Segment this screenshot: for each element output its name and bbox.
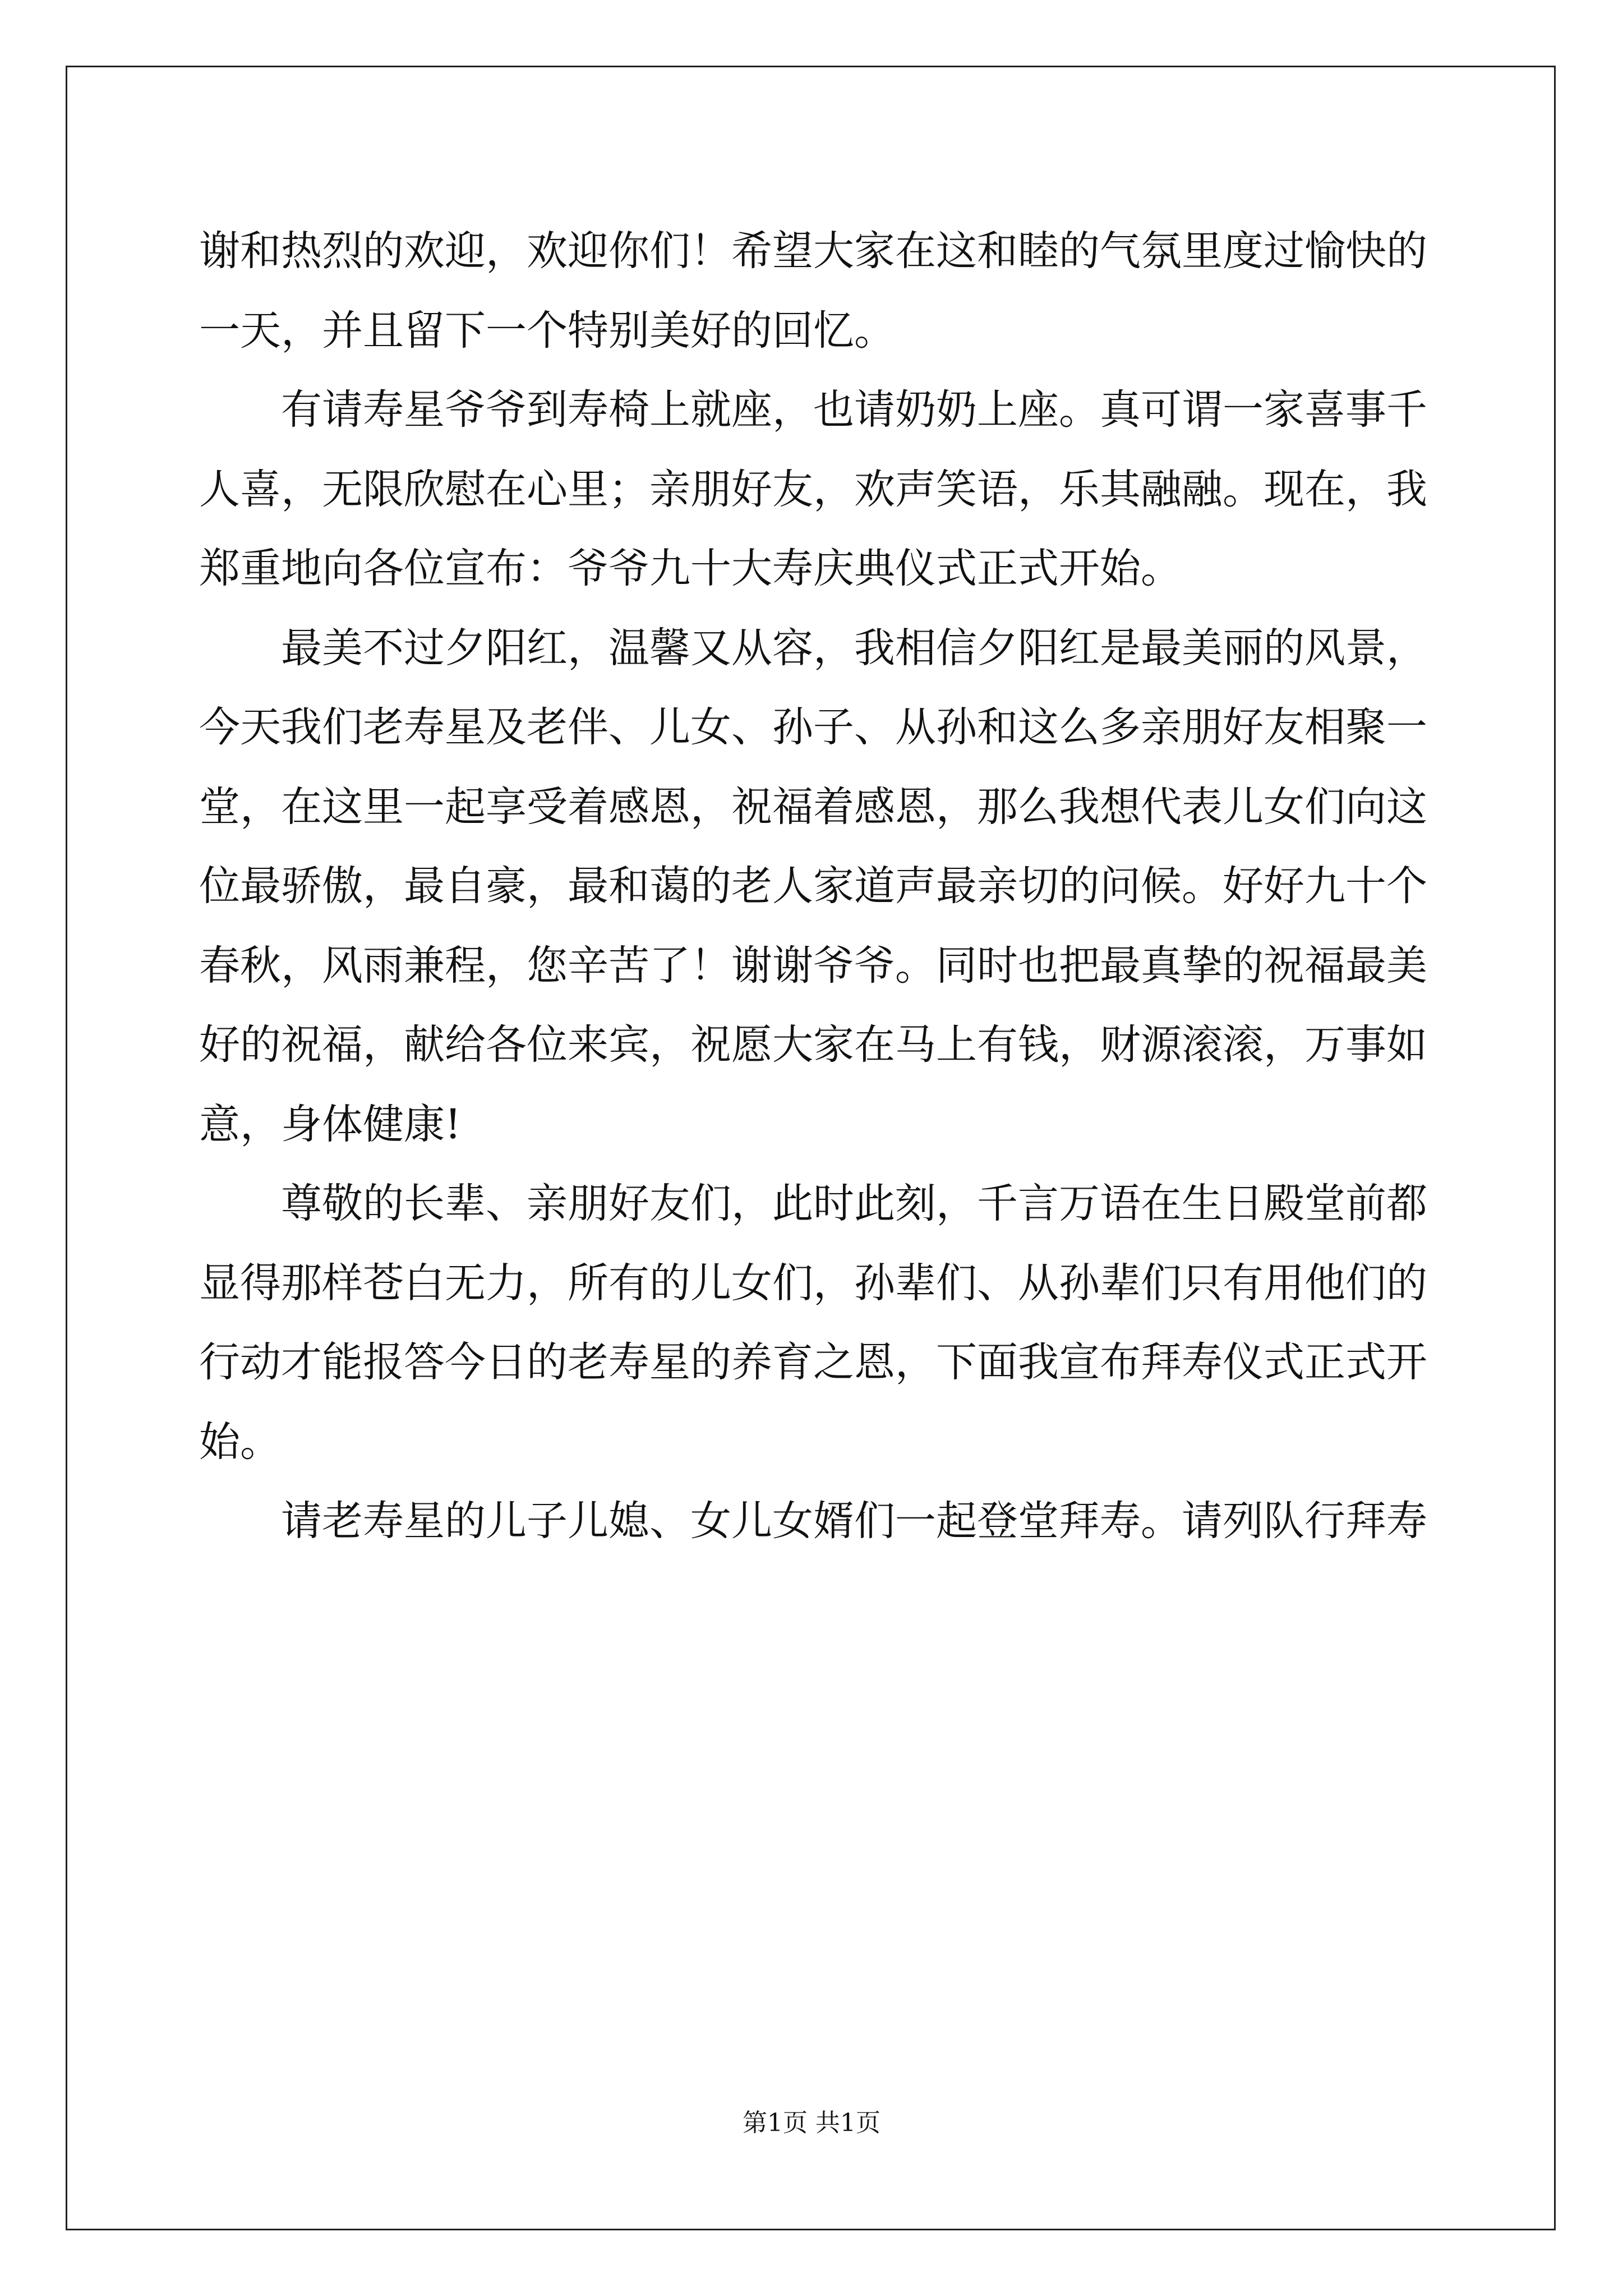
- paragraph-5: 请老寿星的儿子儿媳、女儿女婿们一起登堂拜寿。请列队行拜寿: [281, 1497, 1427, 1545]
- paragraph-4: 尊敬的长辈、亲朋好友们，此时此刻，千言万语在生日殿堂前都显得那样苍白无力，所有的儿女们，孙辈们、从孙辈们只有用他们的行动才能报答今日的老寿星的养育之恩，下面我宣布拜寿仪式正式开始。: [199, 1180, 1427, 1466]
- paragraph-2: 有请寿星爷爷到寿椅上就座，也请奶奶上座。真可谓一家喜事千人喜，无限欣慰在心里；亲朋好友，欢声笑语，乐其融融。现在，我郑重地向各位宣布：爷爷九十大寿庆典仪式正式开始。: [199, 386, 1427, 592]
- document-body: [199, 211, 1427, 1561]
- paragraph-1: 谢和热烈的欢迎，欢迎你们！希望大家在这和睦的气氛里度过愉快的一天，并且留下一个特别美好的回忆。: [199, 227, 1427, 355]
- page-number-footer: 第1页 共1页: [743, 2109, 880, 2137]
- paragraph-3: 最美不过夕阳红，温馨又从容，我相信夕阳红是最美丽的风景，今天我们老寿星及老伴、儿女、孙子、从孙和这么多亲朋好友相聚一堂，在这里一起享受着感恩，祝福着感恩，那么我想代表儿女们向这位最骄傲，最自豪，最和蔼的老人家道声最亲切的问候。好好九十个春秋，风雨兼程，您辛苦了！谢谢爷爷。同时也把最真挚的祝福最美好的祝福，献给各位来宾，祝愿大家在马上有钱，财源滚滚，万事如意，身体健康!: [199, 624, 1427, 1148]
